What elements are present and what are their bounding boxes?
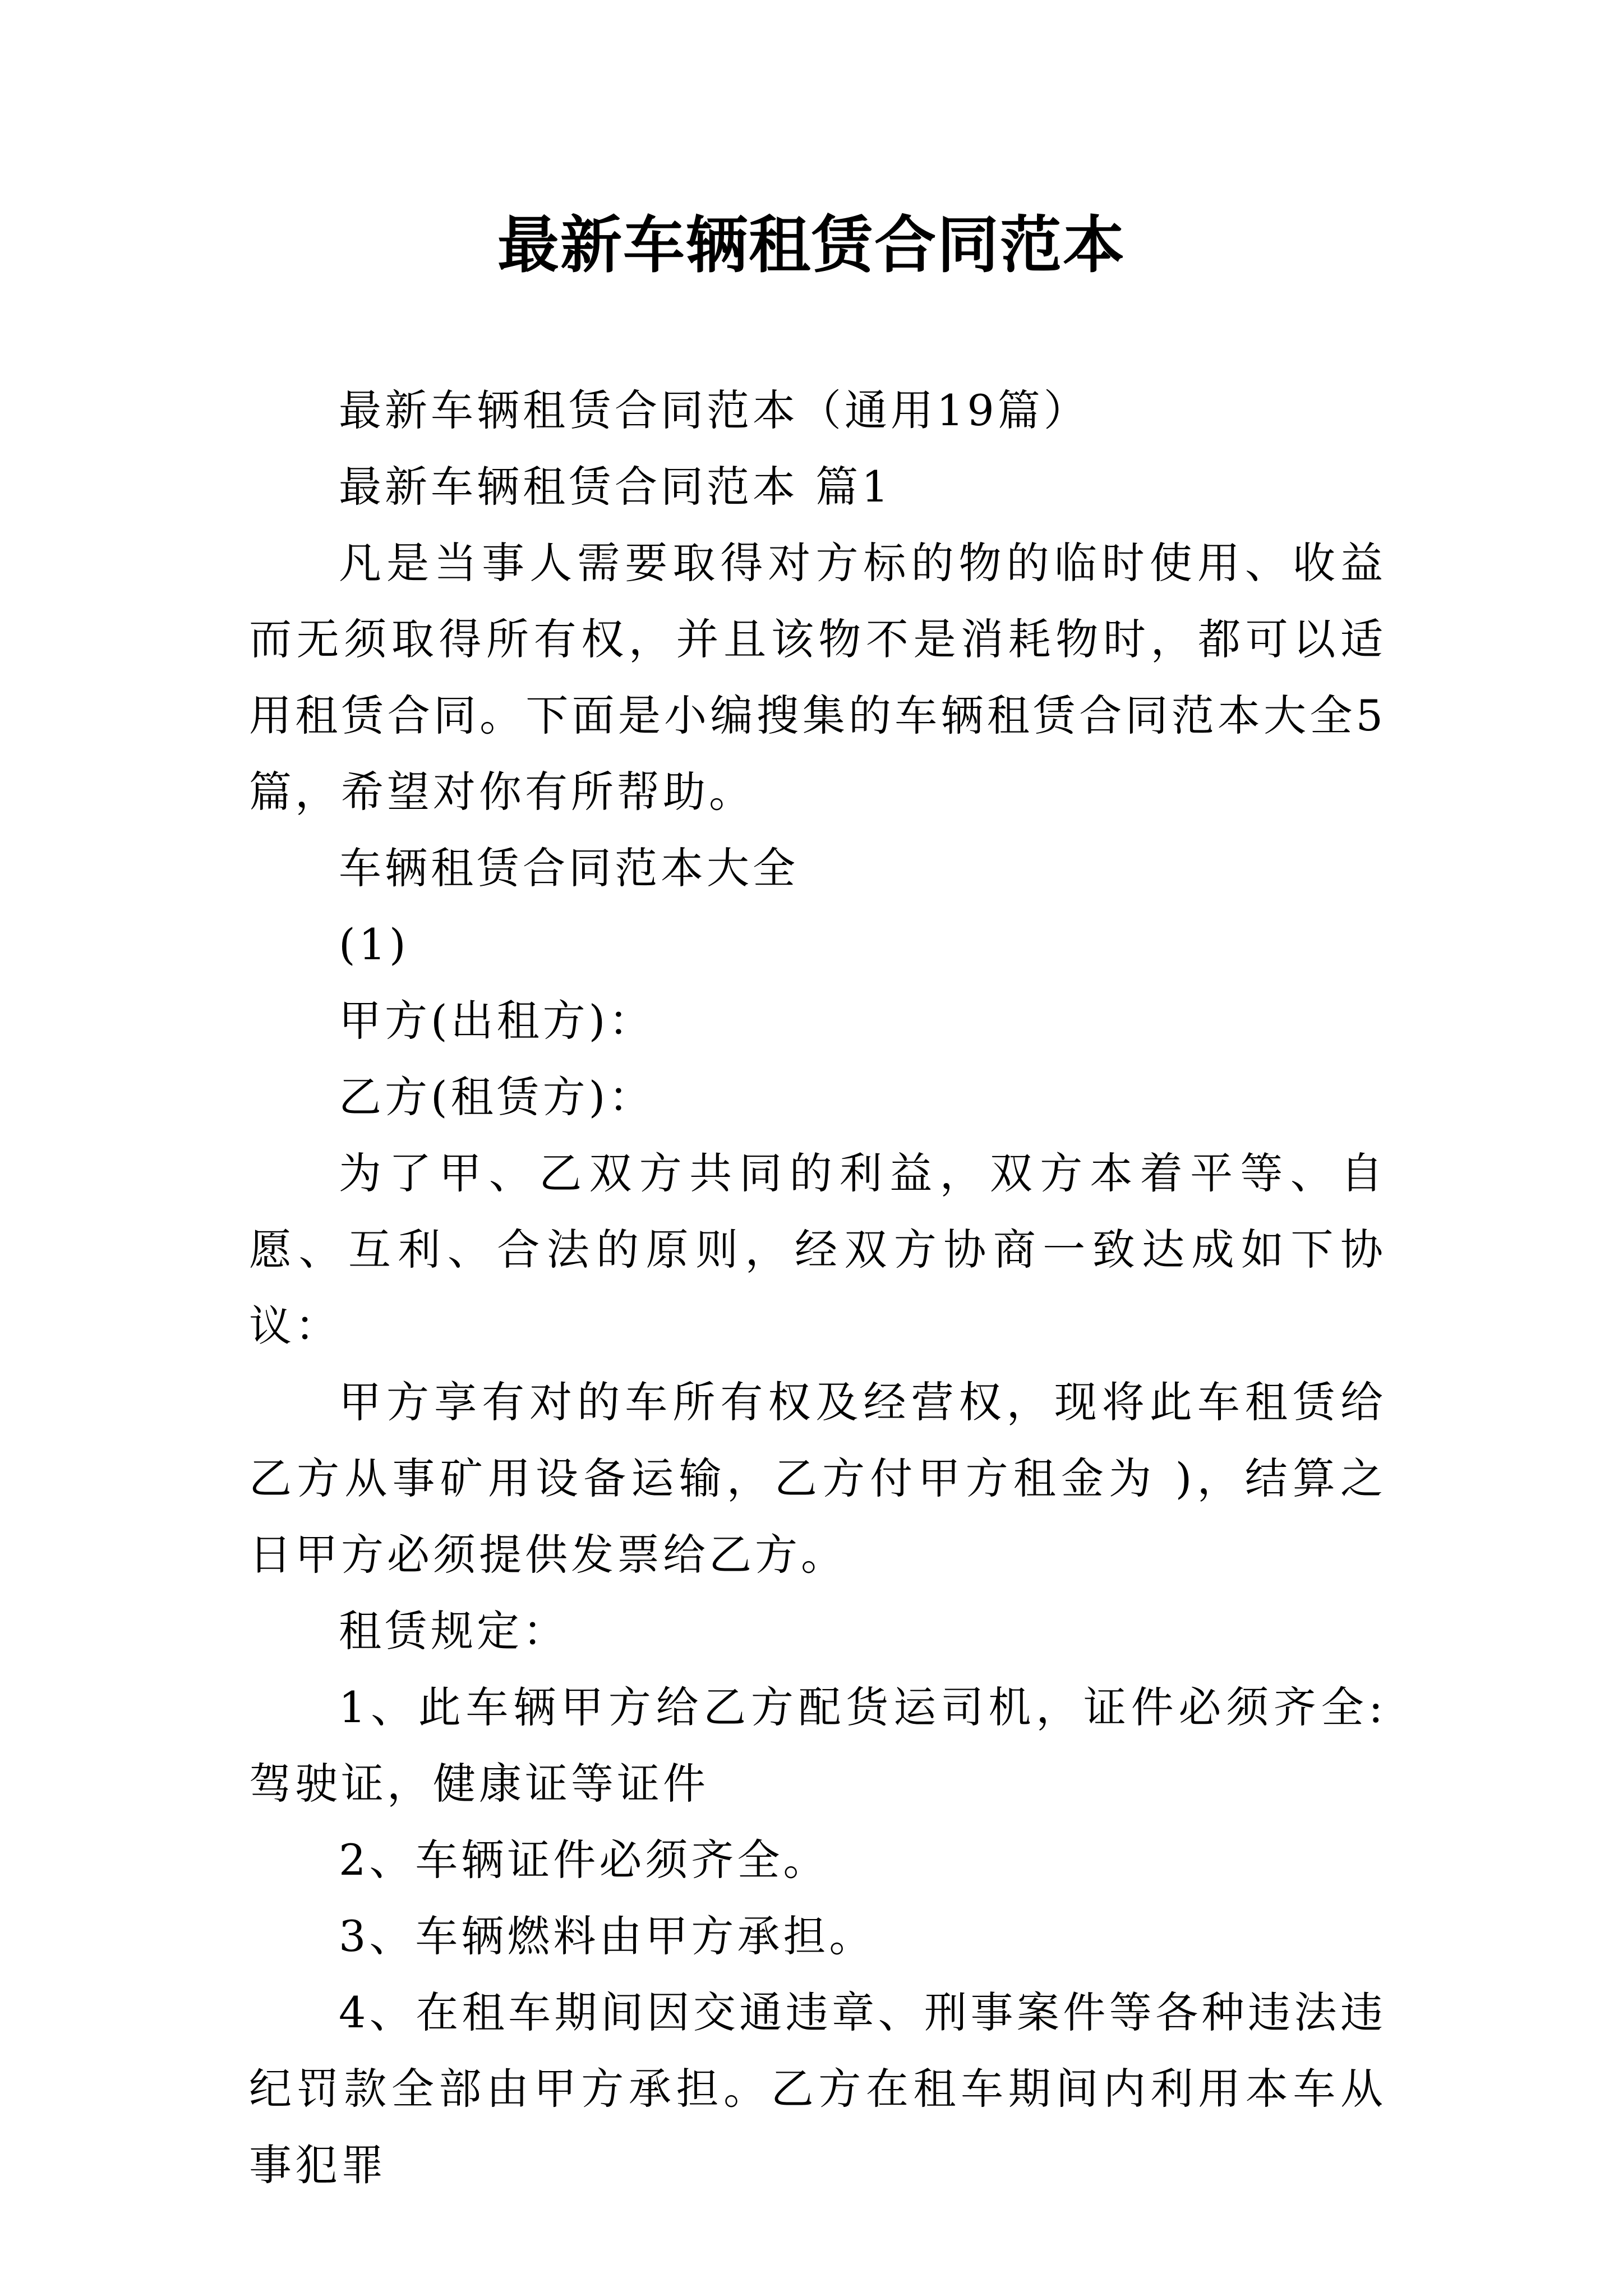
party-b-label: 乙方(租赁方)： — [339, 1072, 655, 1122]
paragraph-subtitle: 最新车辆租赁合同范本（通用19篇） — [339, 385, 1090, 435]
document-body — [249, 372, 1386, 2203]
paragraph-number: (1) — [339, 919, 409, 969]
paragraph-section-heading: 车辆租赁合同范本大全 — [339, 843, 799, 893]
rule-item-2: 2、车辆证件必须齐全。 — [339, 1835, 829, 1885]
paragraph-agreement-preamble: 为了甲、乙双方共同的利益，双方本着平等、自愿、互利、合法的原则，经双方协商一致达成如下协议： — [249, 1148, 1386, 1351]
document-title: 最新车辆租赁合同范本 — [497, 209, 1126, 281]
rule-item-4: 4、在租车期间因交通违章、刑事案件等各种违法违纪罚款全部由甲方承担。乙方在租车期间内利用本车从事犯罪 — [249, 1987, 1386, 2190]
paragraph-ownership: 甲方享有对的车所有权及经营权，现将此车租赁给乙方从事矿用设备运输，乙方付甲方租金为 )，结算之日甲方必须提供发票给乙方。 — [249, 1377, 1386, 1580]
rule-item-3: 3、车辆燃料由甲方承担。 — [339, 1911, 875, 1961]
party-a-label: 甲方(出租方)： — [339, 996, 655, 1046]
rule-item-1: 1、此车辆甲方给乙方配货运司机，证件必须齐全:驾驶证，健康证等证件 — [249, 1682, 1386, 1809]
paragraph-chapter-heading: 最新车辆租赁合同范本 篇1 — [339, 462, 892, 512]
paragraph-intro: 凡是当事人需要取得对方标的物的临时使用、收益而无须取得所有权，并且该物不是消耗物时，都可以适用租赁合同。下面是小编搜集的车辆租赁合同范本大全5篇，希望对你有所帮助。 — [249, 538, 1386, 817]
paragraph-rules-heading: 租赁规定： — [339, 1606, 569, 1656]
